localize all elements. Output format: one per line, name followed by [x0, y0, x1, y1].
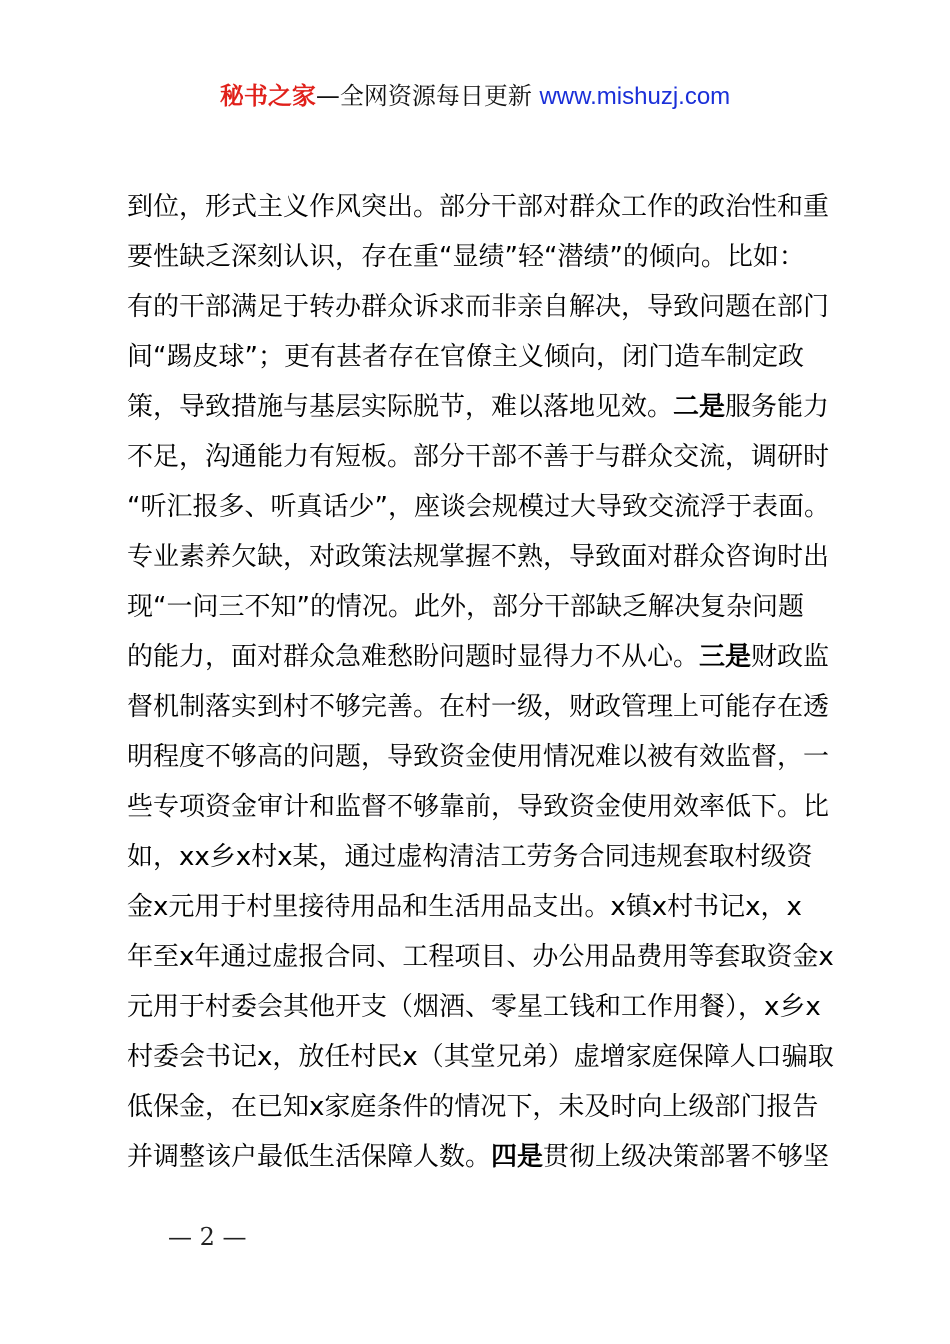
- emphasis-label: 四是: [491, 1142, 544, 1172]
- body-line: 村委会书记x，放任村民x（其堂兄弟）虚增家庭保障人口骗取: [127, 1042, 834, 1072]
- site-header: [0, 80, 950, 113]
- line-text: 的能力，面对群众急难愁盼问题时显得力不从心。: [127, 642, 700, 672]
- body-line: 明程度不够高的问题，导致资金使用情况难以被有效监督，一: [127, 742, 830, 772]
- body-line: [127, 1132, 867, 1182]
- body-line: 如，xx乡x村x某，通过虚构清洁工劳务合同违规套取村级资: [127, 842, 813, 872]
- body-line: 金x元用于村里接待用品和生活用品支出。x镇x村书记x，x: [127, 892, 802, 922]
- body-line: 到位，形式主义作风突出。部分干部对群众工作的政治性和重: [127, 192, 830, 222]
- body-line: [127, 382, 867, 432]
- line-text: 财政监: [751, 642, 830, 672]
- body-line: [127, 632, 867, 682]
- line-text: 策，导致措施与基层实际脱节，难以落地见效。: [127, 392, 674, 422]
- site-brand: 秘书之家: [219, 82, 316, 110]
- body-line: 间“踢皮球”；更有甚者存在官僚主义倾向，闭门造车制定政: [127, 342, 804, 372]
- body-line: 元用于村委会其他开支（烟酒、零星工钱和工作用餐），x乡x: [127, 992, 821, 1022]
- emphasis-label: 三是: [699, 642, 752, 672]
- site-tagline: —全网资源每日更新: [315, 82, 540, 110]
- body-line: 不足，沟通能力有短板。部分干部不善于与群众交流，调研时: [127, 442, 830, 472]
- document-body: [127, 182, 867, 1182]
- body-line: 要性缺乏深刻认识，存在重“显绩”轻“潜绩”的倾向。比如：: [127, 242, 805, 272]
- body-line: 专业素养欠缺，对政策法规掌握不熟，导致面对群众咨询时出: [127, 542, 830, 572]
- line-text: 服务能力: [725, 392, 830, 422]
- line-text: 贯彻上级决策部署不够坚: [543, 1142, 830, 1172]
- body-line: 现“一问三不知”的情况。此外，部分干部缺乏解决复杂问题: [127, 592, 804, 622]
- body-line: 年至x年通过虚报合同、工程项目、办公用品费用等套取资金x: [127, 942, 834, 972]
- site-url[interactable]: www.mishuzj.com: [539, 83, 731, 110]
- emphasis-label: 二是: [673, 392, 726, 422]
- line-text: 并调整该户最低生活保障人数。: [127, 1142, 492, 1172]
- body-line: “听汇报多、听真话少”，座谈会规模过大导致交流浮于表面。: [127, 492, 830, 522]
- body-line: 有的干部满足于转办群众诉求而非亲自解决，导致问题在部门: [127, 292, 830, 322]
- page-number: — 2 —: [168, 1223, 247, 1251]
- body-line: 低保金，在已知x家庭条件的情况下，未及时向上级部门报告: [127, 1092, 819, 1122]
- body-line: 督机制落实到村不够完善。在村一级，财政管理上可能存在透: [127, 692, 830, 722]
- body-line: 些专项资金审计和监督不够靠前，导致资金使用效率低下。比: [127, 792, 830, 822]
